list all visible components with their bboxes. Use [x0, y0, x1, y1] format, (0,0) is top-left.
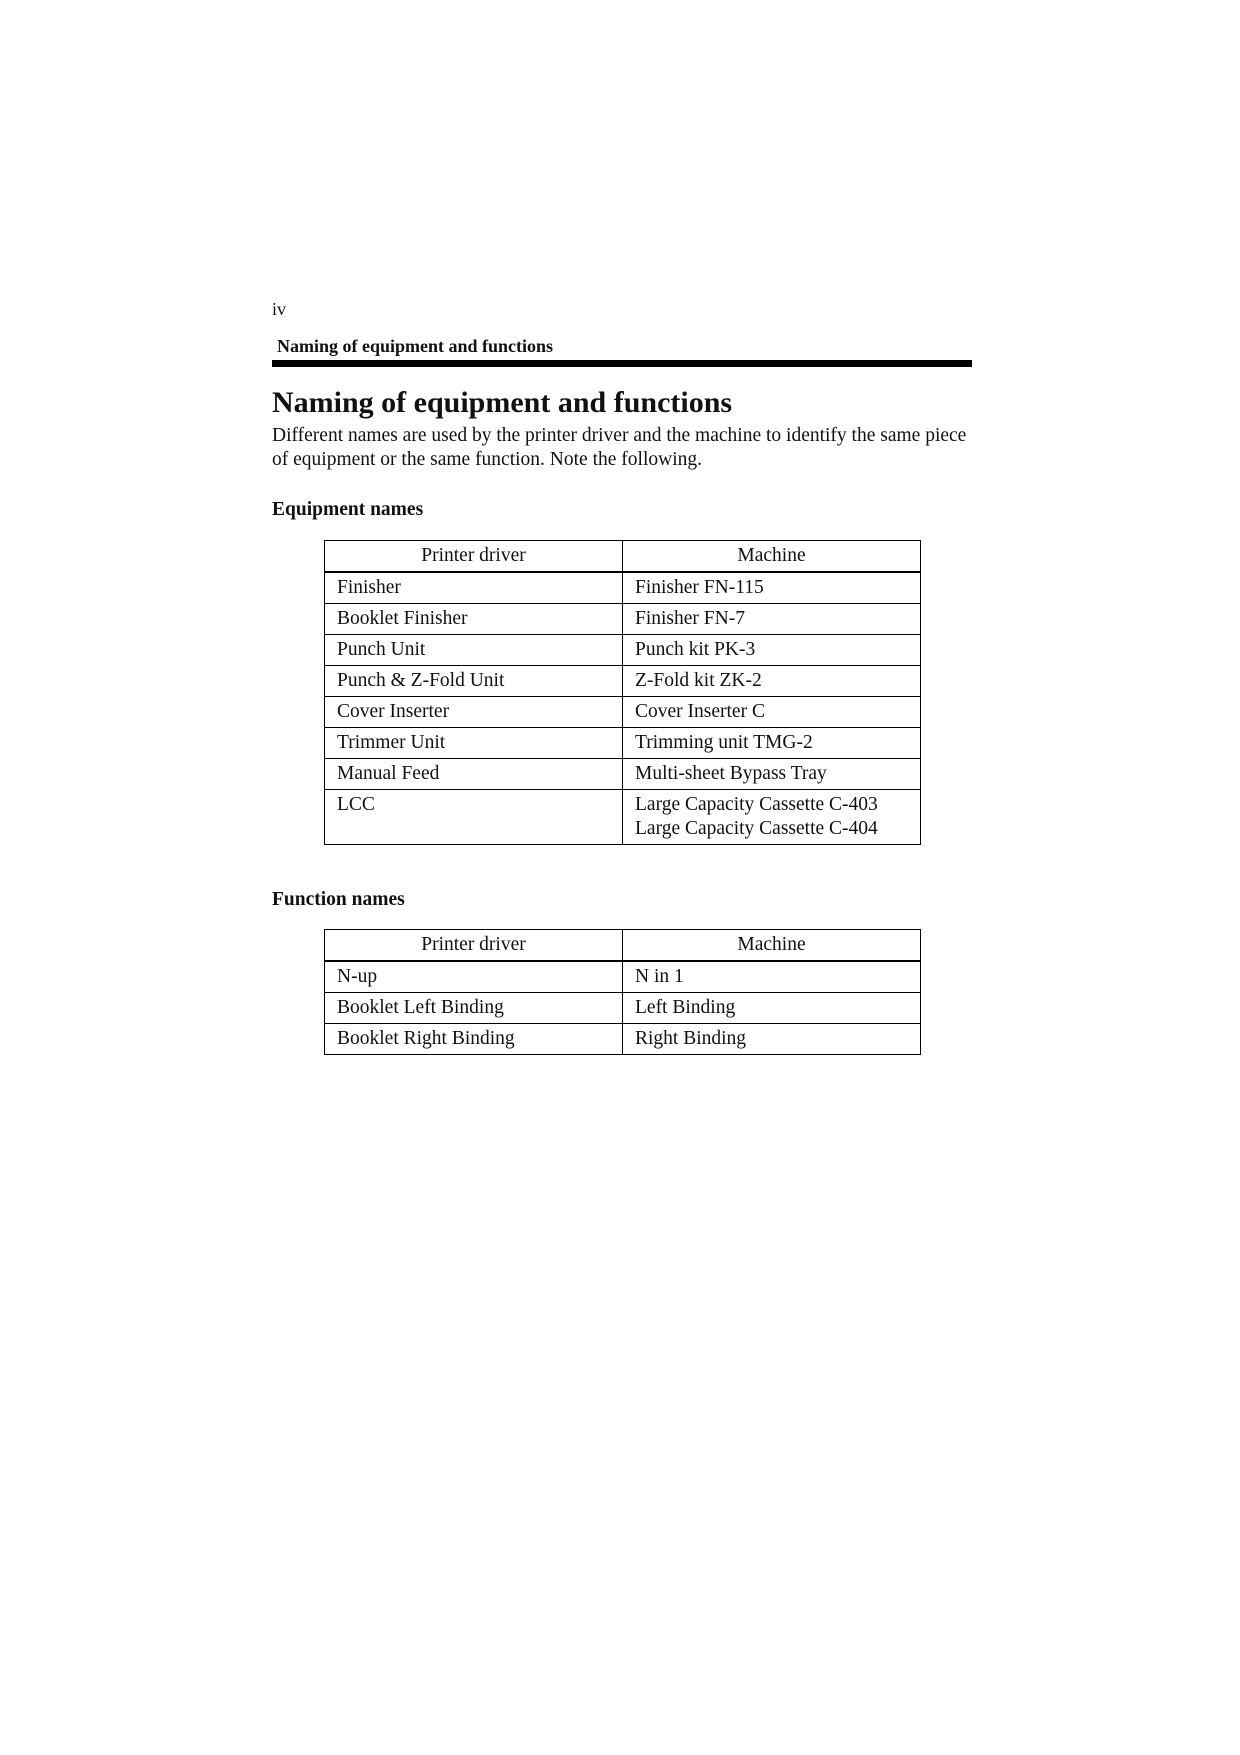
column-header-machine: Machine [623, 930, 921, 962]
printer-driver-cell: LCC [325, 790, 623, 845]
table-row [325, 728, 921, 759]
page-number: iv [272, 299, 287, 319]
machine-name: Left Binding [635, 997, 736, 1018]
machine-name: Trimming unit TMG-2 [635, 732, 813, 753]
printer-driver-cell: Booklet Left Binding [325, 993, 623, 1024]
machine-cell [623, 604, 921, 635]
intro-paragraph: Different names are used by the printer driver and the machine to identify the same piece of equipment or the same function. Note the following. [272, 425, 967, 470]
column-header-machine: Machine [623, 541, 921, 573]
machine-cell [623, 961, 921, 993]
machine-name: Multi-sheet Bypass Tray [635, 763, 827, 784]
machine-cell [623, 759, 921, 790]
machine-cell [623, 572, 921, 604]
table-row [325, 666, 921, 697]
machine-name: Large Capacity Cassette C-403 [635, 794, 878, 815]
machine-cell [623, 790, 921, 845]
machine-cell [623, 635, 921, 666]
printer-driver-cell: N-up [325, 961, 623, 993]
equipment-names-table [324, 540, 921, 845]
machine-name: Z-Fold kit ZK-2 [635, 670, 762, 691]
printer-driver-cell: Trimmer Unit [325, 728, 623, 759]
machine-name: N in 1 [635, 966, 684, 987]
table-row [325, 697, 921, 728]
table-row [325, 993, 921, 1024]
page-title: Naming of equipment and functions [272, 386, 733, 419]
machine-cell [623, 666, 921, 697]
column-header-printer-driver: Printer driver [325, 930, 623, 962]
running-header: Naming of equipment and functions [277, 336, 554, 356]
table-row [325, 759, 921, 790]
header-rule [272, 360, 972, 367]
table-row [325, 961, 921, 993]
machine-name: Finisher FN-7 [635, 608, 745, 629]
table-header-row [325, 930, 921, 962]
machine-cell [623, 728, 921, 759]
machine-cell [623, 697, 921, 728]
table-row [325, 635, 921, 666]
table-row [325, 572, 921, 604]
printer-driver-cell: Cover Inserter [325, 697, 623, 728]
machine-cell [623, 993, 921, 1024]
table-row [325, 1024, 921, 1055]
table-row [325, 604, 921, 635]
table-row [325, 790, 921, 845]
machine-name: Large Capacity Cassette C-404 [635, 818, 878, 839]
equipment-names-heading: Equipment names [272, 499, 424, 520]
printer-driver-cell: Booklet Right Binding [325, 1024, 623, 1055]
printer-driver-cell: Punch & Z-Fold Unit [325, 666, 623, 697]
printer-driver-cell: Booklet Finisher [325, 604, 623, 635]
function-names-table [324, 929, 921, 1055]
printer-driver-cell: Punch Unit [325, 635, 623, 666]
function-names-heading: Function names [272, 889, 405, 910]
table-header-row [325, 541, 921, 573]
machine-name: Punch kit PK-3 [635, 639, 756, 660]
printer-driver-cell: Manual Feed [325, 759, 623, 790]
machine-cell [623, 1024, 921, 1055]
machine-name: Right Binding [635, 1028, 747, 1049]
printer-driver-cell: Finisher [325, 572, 623, 604]
machine-name: Finisher FN-115 [635, 577, 764, 598]
column-header-printer-driver: Printer driver [325, 541, 623, 573]
machine-name: Cover Inserter C [635, 701, 765, 722]
